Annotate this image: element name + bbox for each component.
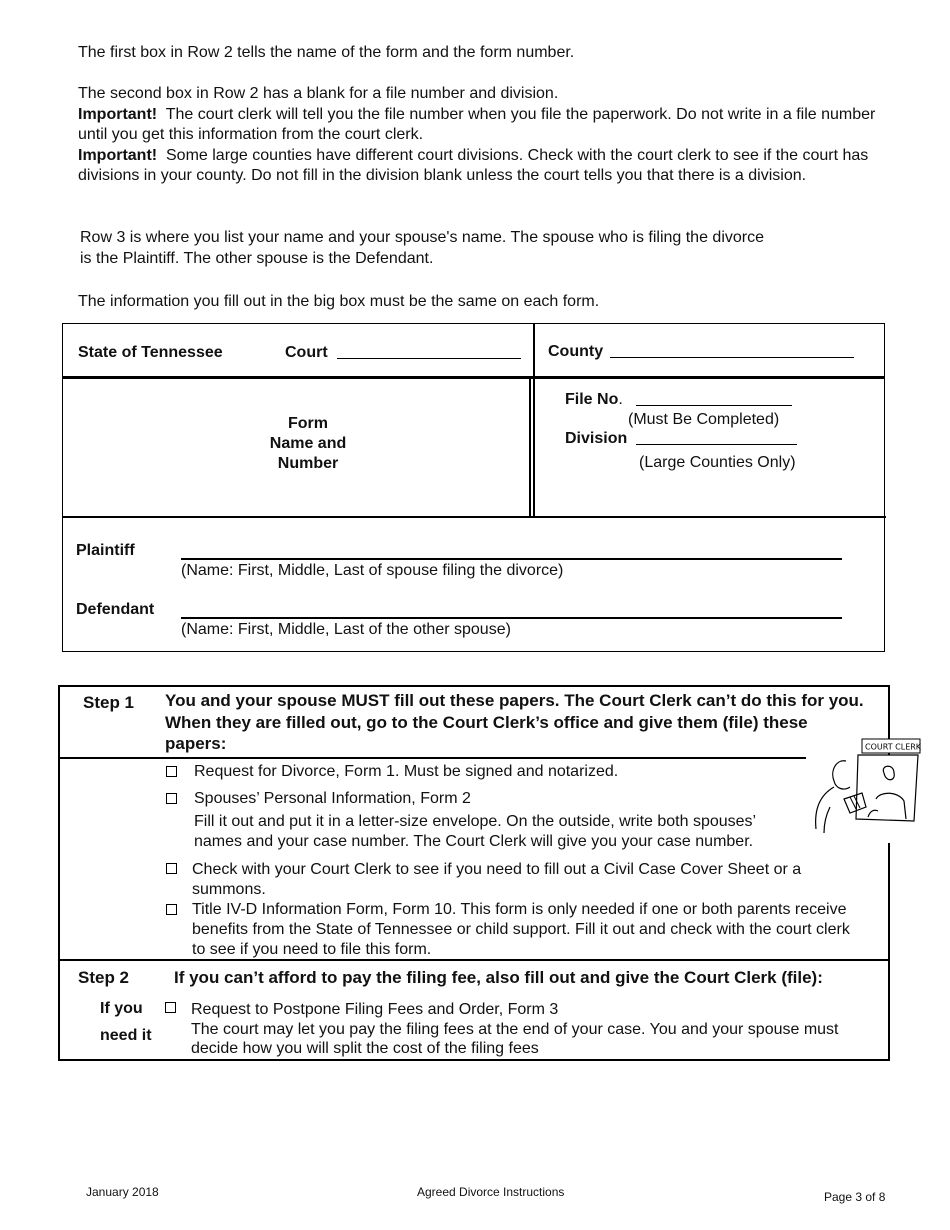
important-text: The court clerk will tell you the file number when you file the paperwork. Do not write in a file number until you get this information from the court clerk. — [78, 105, 876, 143]
intro-paragraph-4: The information you fill out in the big box must be the same on each form. — [78, 293, 600, 310]
intro-p2-line1: The second box in Row 2 has a blank for a file number and division. — [78, 85, 559, 102]
intro-paragraph-2 — [78, 84, 878, 187]
caption-divider — [533, 324, 535, 376]
form-line: Form — [288, 415, 328, 432]
intro-paragraph-3: Row 3 is where you list your name and your spouse's name. The spouse who is filing the divorce is the Plaintiff. The other spouse is the Defendant. — [80, 229, 764, 267]
step1-item-2-title: Spouses’ Personal Information, Form 2 — [194, 790, 471, 807]
step2-heading: If you can’t afford to pay the filing fee, also fill out and give the Court Clerk (file): — [174, 968, 823, 987]
plaintiff-blank[interactable] — [181, 558, 842, 560]
must-be-completed-note: (Must Be Completed) — [628, 411, 780, 428]
county-label: County — [548, 343, 604, 360]
caption-divider — [529, 376, 531, 516]
state-label: State of Tennessee — [78, 344, 223, 361]
important-text: Some large counties have different court divisions. Check with the court clerk to see if the court has divisions in your county. Do not fill in the division blank unless the court tells you that there is a division. — [78, 146, 869, 184]
court-clerk-illustration — [810, 737, 922, 837]
checkbox[interactable] — [165, 1002, 176, 1013]
footer-title: Agreed Divorce Instructions — [417, 1185, 565, 1199]
step1-item-1: Request for Divorce, Form 1. Must be signed and notarized. — [194, 763, 619, 780]
table-border — [888, 843, 890, 1061]
step2-need-it: need it — [100, 1027, 152, 1044]
caption-divider — [533, 376, 535, 516]
clerk-sign-text: COURT CLERK — [865, 742, 922, 752]
step2-item-title: Request to Postpone Filing Fees and Order, Form 3 — [191, 1001, 559, 1018]
checkbox[interactable] — [166, 793, 177, 804]
checkbox[interactable] — [166, 863, 177, 874]
defendant-hint: (Name: First, Middle, Last of the other spouse) — [181, 621, 511, 638]
step1-item-4: Title IV-D Information Form, Form 10. This form is only needed if one or both parents receive benefits from the State of Tennessee or child support. Fill it out and check with the court clerk to see if you need to file this form. — [192, 901, 850, 958]
table-border — [58, 685, 890, 687]
defendant-blank[interactable] — [181, 617, 842, 619]
defendant-label: Defendant — [76, 601, 155, 618]
plaintiff-label: Plaintiff — [76, 542, 135, 559]
division-label: Division — [565, 430, 628, 447]
table-divider — [58, 757, 806, 759]
form-name-number — [258, 414, 358, 474]
form-line: Number — [277, 455, 339, 472]
step1-heading: You and your spouse MUST fill out these papers. The Court Clerk can’t do this for you. When they are filled out, go to the Court Clerk’s office and give them (file) these papers: — [165, 691, 864, 753]
file-no-label: File No. — [565, 391, 623, 408]
footer-date: January 2018 — [86, 1185, 159, 1199]
table-border — [58, 685, 60, 1061]
intro-important-1 — [78, 105, 878, 146]
division-blank[interactable] — [636, 430, 797, 445]
court-label: Court — [285, 344, 328, 361]
checkbox[interactable] — [166, 904, 177, 915]
footer-page-number: Page 3 of 8 — [824, 1190, 886, 1204]
court-blank[interactable] — [337, 344, 521, 359]
intro-paragraph-1: The first box in Row 2 tells the name of the form and the form number. — [78, 44, 575, 61]
caption-box — [62, 323, 885, 652]
plaintiff-hint: (Name: First, Middle, Last of spouse filing the divorce) — [181, 562, 564, 579]
step1-item-2-detail: Fill it out and put it in a letter-size envelope. On the outside, write both spouses’ names and your case number. The Court Clerk will give you your case number. — [194, 813, 756, 850]
form-line: Name and — [269, 435, 347, 452]
county-blank[interactable] — [610, 343, 854, 358]
step1-item-3: Check with your Court Clerk to see if you need to fill out a Civil Case Cover Sheet or a summons. — [192, 861, 802, 898]
large-counties-note: (Large Counties Only) — [639, 454, 796, 471]
table-border — [58, 1059, 890, 1061]
important-label: Important! — [78, 146, 158, 164]
step2-label: Step 2 — [78, 968, 130, 987]
step2-item-detail: The court may let you pay the filing fees at the end of your case. You and your spouse must decide how you will split the cost of the filing fees — [191, 1021, 839, 1057]
caption-divider — [63, 516, 886, 518]
step1-label: Step 1 — [83, 693, 135, 712]
checkbox[interactable] — [166, 766, 177, 777]
important-label: Important! — [78, 105, 158, 123]
step2-if-you: If you — [100, 1000, 143, 1017]
intro-important-2 — [78, 146, 878, 187]
steps-table — [58, 685, 922, 1061]
file-no-blank[interactable] — [636, 391, 792, 406]
